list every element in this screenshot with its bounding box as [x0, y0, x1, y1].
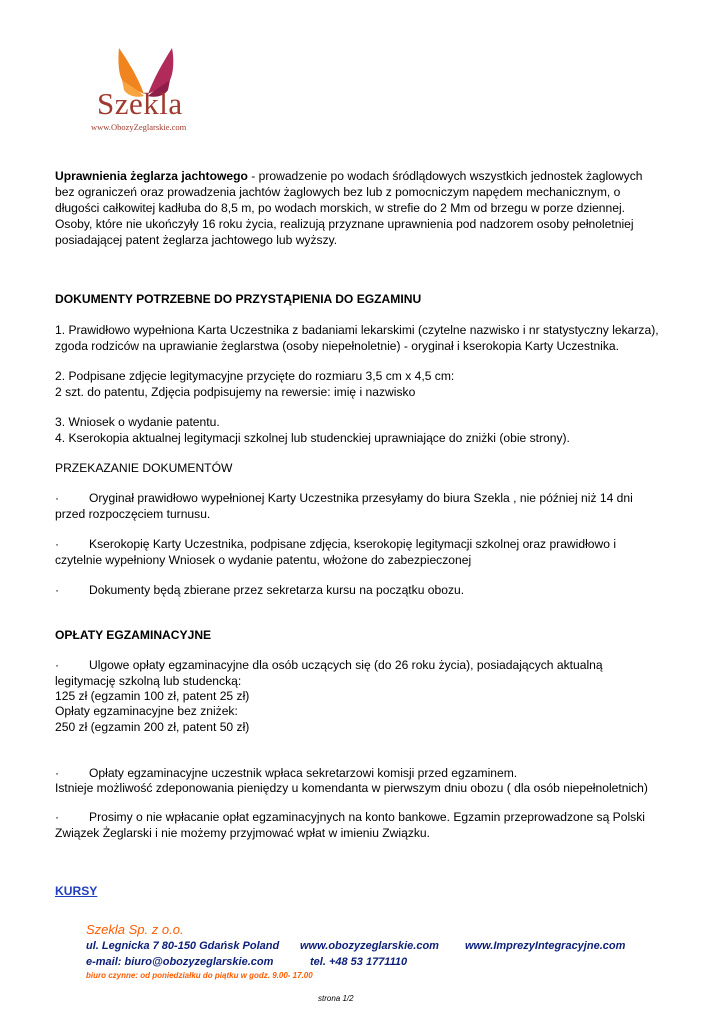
kursy-link[interactable]: KURSY [55, 884, 98, 898]
footer-email[interactable]: e-mail: biuro@obozyzeglarskie.com [86, 956, 274, 968]
footer-website-1[interactable]: www.obozyzeglarskie.com [300, 940, 439, 952]
transfer-item-3-text: Dokumenty będą zbierane przez sekretarza kursu na początku obozu. [89, 583, 465, 597]
intro-line-3: długości całkowitej kadłuba do 8,5 m, po wodach morskich, w strefie do 2 Mm od brzegu w porze dziennej. [55, 201, 626, 215]
fees-item-2-line-2: Istnieje możliwość zdeponowania pieniędzy u komendanta w pierwszym dniu obozu ( dla osób niepełnoletnich) [55, 781, 648, 795]
fees-reduced-price: 125 zł (egzamin 100 zł, patent 25 zł) [55, 689, 250, 703]
footer-phone: tel. +48 53 1771110 [310, 956, 408, 968]
fees-heading: OPŁATY EGZAMINACYJNE [55, 628, 212, 642]
transfer-item-1-text: Oryginał prawidłowo wypełnionej Karty Uczestnika przesyłamy do biura Szekla , nie później niż 14 dni [89, 491, 633, 505]
transfer-heading: PRZEKAZANIE DOKUMENTÓW [55, 461, 233, 475]
documents-item-1-line-2: zgoda rodziców na uprawianie żeglarstwa (osoby niepełnoletnie) - oryginał i kserokopia Karty Uczestnika. [55, 339, 619, 353]
transfer-item-2-line-2: czytelnie wypełniony Wniosek o wydanie patentu, włożone do zabezpieczonej [55, 553, 472, 567]
intro-line-5: posiadającej patent żeglarza jachtowego lub wyższy. [55, 233, 338, 247]
bullet: · [55, 491, 60, 505]
transfer-item-1-line-2: przed rozpoczęciem turnusu. [55, 507, 211, 521]
footer-company: Szekla Sp. z o.o. [86, 922, 184, 937]
documents-heading: DOKUMENTY POTRZEBNE DO PRZYSTĄPIENIA DO EGZAMINU [55, 292, 422, 306]
documents-item-2-line-2: 2 szt. do patentu, Zdjęcia podpisujemy na rewersie: imię i nazwisko [55, 385, 416, 399]
documents-item-4: 4. Kserokopia aktualnej legitymacji szkolnej lub studenckiej uprawniające do zniżki (obie strony). [55, 431, 570, 445]
bullet: · [55, 810, 60, 824]
intro-line-1 [55, 169, 642, 185]
page-number: strona 1/2 [318, 994, 354, 1003]
bullet: · [55, 658, 60, 672]
logo-wordmark: Szekla [97, 86, 183, 121]
fees-item-3-line-1 [55, 810, 645, 826]
fees-item-1-line-1 [55, 658, 603, 674]
documents-item-2-line-1: 2. Podpisane zdjęcie legitymacyjne przycięte do rozmiaru 3,5 cm x 4,5 cm: [55, 369, 455, 383]
transfer-item-1-line-1 [55, 491, 633, 507]
fees-item-3-line-2: Związek Żeglarski i nie możemy przyjmować wpłat w imieniu Związku. [55, 826, 431, 840]
fees-item-1-line-2: legitymację szkolną lub studencką: [55, 674, 242, 688]
transfer-item-2-line-1 [55, 537, 616, 553]
footer-office-hours: biuro czynne: od poniedziałku do piątku w godz. 9.00- 17.00 [86, 971, 313, 980]
documents-item-3: 3. Wniosek o wydanie patentu. [55, 415, 220, 429]
bullet: · [55, 766, 60, 780]
intro-line-1-text: - prowadzenie po wodach śródlądowych wszystkich jednostek żaglowych [247, 169, 643, 183]
fees-item-1-text: Ulgowe opłaty egzaminacyjne dla osób uczących się (do 26 roku życia), posiadających aktualną [89, 658, 603, 672]
footer-address: ul. Legnicka 7 80-150 Gdańsk Poland [86, 940, 280, 952]
logo-url: www.ObozyZeglarskie.com [91, 122, 187, 132]
intro-line-4: Osoby, które nie ukończyły 16 roku życia, realizują przyznane uprawnienia pod nadzorem osoby pełnoletniej [55, 217, 634, 231]
intro-title: Uprawnienia żeglarza jachtowego [55, 169, 248, 183]
fees-item-3-text: Prosimy o nie wpłacanie opłat egzaminacyjnych na konto bankowe. Egzamin przeprowadzone są Polski [89, 810, 645, 824]
transfer-item-2-text: Kserokopię Karty Uczestnika, podpisane zdjęcia, kserokopię legitymacji szkolnej oraz prawidłowo i [89, 537, 616, 551]
fees-item-2-line-1 [55, 766, 517, 782]
kursy-link-line [55, 884, 97, 900]
transfer-item-3 [55, 583, 464, 599]
bullet: · [55, 583, 60, 597]
fees-no-discount-label: Opłaty egzaminacyjne bez zniżek: [55, 704, 238, 718]
bullet: · [55, 537, 60, 551]
footer-website-2[interactable]: www.ImprezyIntegracyjne.com [465, 940, 626, 952]
documents-item-1-line-1: 1. Prawidłowo wypełniona Karta Uczestnika z badaniami lekarskimi (czytelne nazwisko i nr statystyczny lekarza), [55, 323, 659, 337]
intro-line-2: bez ograniczeń oraz prowadzenia jachtów żaglowych bez lub z pomocniczym napędem mechanicznym, o [55, 185, 621, 199]
fees-full-price: 250 zł (egzamin 200 zł, patent 50 zł) [55, 720, 250, 734]
fees-item-2-text: Opłaty egzaminacyjne uczestnik wpłaca sekretarzowi komisji przed egzaminem. [89, 766, 518, 780]
